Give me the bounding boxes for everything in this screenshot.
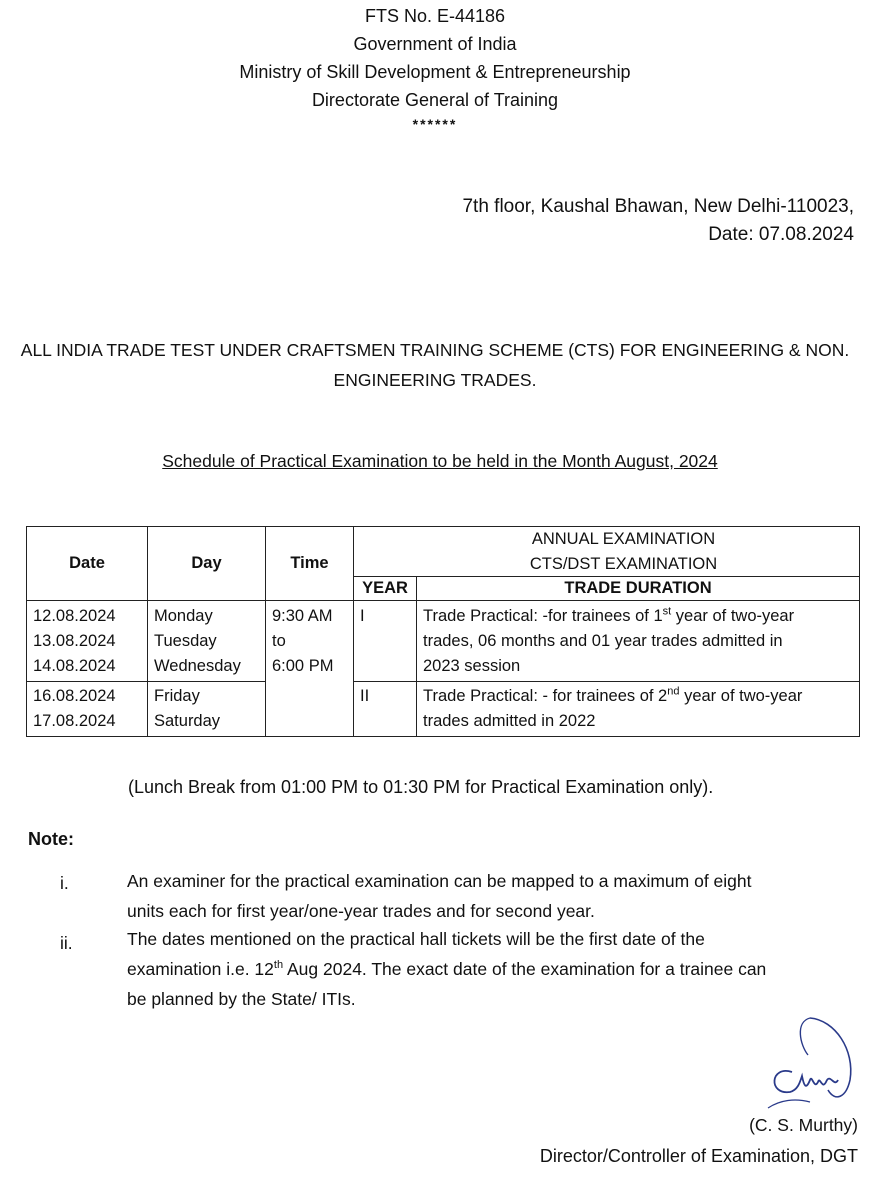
separator-stars: ****** (412, 116, 458, 132)
trade-duration-cell (417, 601, 860, 682)
year-value: II (360, 687, 370, 705)
group2-days (148, 682, 266, 737)
time-end: 6:00 PM (272, 657, 334, 675)
col-header-day: Day (148, 527, 266, 601)
note-text: Aug 2024. The exact date of the examination for a trainee can (283, 959, 767, 979)
table-header-row (27, 527, 860, 553)
fts-number: FTS No. E-44186 (364, 6, 506, 26)
col-header-year: YEAR (354, 577, 417, 601)
schedule-title: Schedule of Practical Examination to be held in the Month August, 2024 (162, 451, 718, 471)
office-address: 7th floor, Kaushal Bhawan, New Delhi-110023, (462, 196, 854, 217)
table-row (27, 682, 860, 737)
note-number: i. (60, 873, 69, 893)
group2-dates (27, 682, 148, 737)
government-line: Government of India (353, 34, 517, 54)
lunch-break-note: (Lunch Break from 01:00 PM to 01:30 PM for Practical Examination only). (128, 777, 714, 797)
col-header-date: Date (27, 527, 148, 601)
note-line: be planned by the State/ ITIs. (127, 989, 356, 1009)
main-heading-line1: ALL INDIA TRADE TEST UNDER CRAFTSMEN TRAINING SCHEME (CTS) FOR ENGINEERING & NON. (20, 340, 850, 360)
day-cell: Tuesday (154, 632, 217, 650)
table-row (27, 601, 860, 682)
col-header-annual: ANNUAL EXAMINATION (354, 527, 860, 553)
ordinal-suffix: st (662, 605, 672, 618)
ordinal-suffix: nd (667, 685, 680, 698)
col-header-trade-duration: TRADE DURATION (417, 577, 860, 601)
note-label: Note: (28, 829, 74, 849)
year-cell (354, 601, 417, 682)
year-value: I (360, 607, 365, 625)
note-number: ii. (60, 933, 73, 953)
trade-line (423, 604, 853, 629)
schedule-table (26, 526, 860, 737)
trade-duration-cell (417, 682, 860, 737)
group1-days (148, 601, 266, 682)
trade-text: year of two-year (671, 607, 795, 625)
signatory-title: Director/Controller of Examination, DGT (539, 1146, 858, 1166)
date-cell: 13.08.2024 (33, 632, 116, 650)
letter-date: Date: 07.08.2024 (708, 224, 854, 245)
col-header-cts-dst: CTS/DST EXAMINATION (354, 553, 860, 577)
ordinal-suffix: th (273, 959, 284, 972)
trade-text: Trade Practical: -for trainees of 1 (423, 607, 663, 625)
main-heading (0, 335, 870, 395)
main-heading-line2: ENGINEERING TRADES. (333, 370, 537, 390)
signature-image (740, 1010, 860, 1110)
note-item (127, 866, 847, 926)
trade-text: Trade Practical: - for trainees of 2 (423, 687, 668, 705)
day-cell: Monday (154, 607, 213, 625)
col-header-time: Time (266, 527, 354, 601)
date-cell: 14.08.2024 (33, 657, 116, 675)
day-cell: Wednesday (154, 657, 241, 675)
trade-line (423, 684, 853, 709)
signatory-name: (C. S. Murthy) (749, 1115, 858, 1135)
note-line: units each for first year/one-year trades and for second year. (127, 901, 595, 921)
trade-line: trades admitted in 2022 (423, 712, 596, 730)
trade-line: trades, 06 months and 01 year trades admitted in (423, 632, 783, 650)
group1-dates (27, 601, 148, 682)
date-cell: 12.08.2024 (33, 607, 116, 625)
note-item (127, 924, 847, 1014)
date-cell: 16.08.2024 (33, 687, 116, 705)
note-text: examination i.e. 12 (127, 959, 274, 979)
day-cell: Saturday (154, 712, 221, 730)
year-cell (354, 682, 417, 737)
time-to: to (272, 632, 286, 650)
time-cell (266, 601, 354, 737)
note-line (127, 954, 847, 984)
date-cell: 17.08.2024 (33, 712, 116, 730)
time-start: 9:30 AM (272, 607, 333, 625)
trade-line: 2023 session (423, 657, 521, 675)
note-line: An examiner for the practical examination can be mapped to a maximum of eight (127, 871, 752, 891)
trade-text: year of two-year (679, 687, 803, 705)
ministry-line: Ministry of Skill Development & Entrepreneurship (239, 62, 631, 82)
directorate-line: Directorate General of Training (311, 90, 559, 110)
note-line: The dates mentioned on the practical hall tickets will be the first date of the (127, 929, 705, 949)
day-cell: Friday (154, 687, 200, 705)
